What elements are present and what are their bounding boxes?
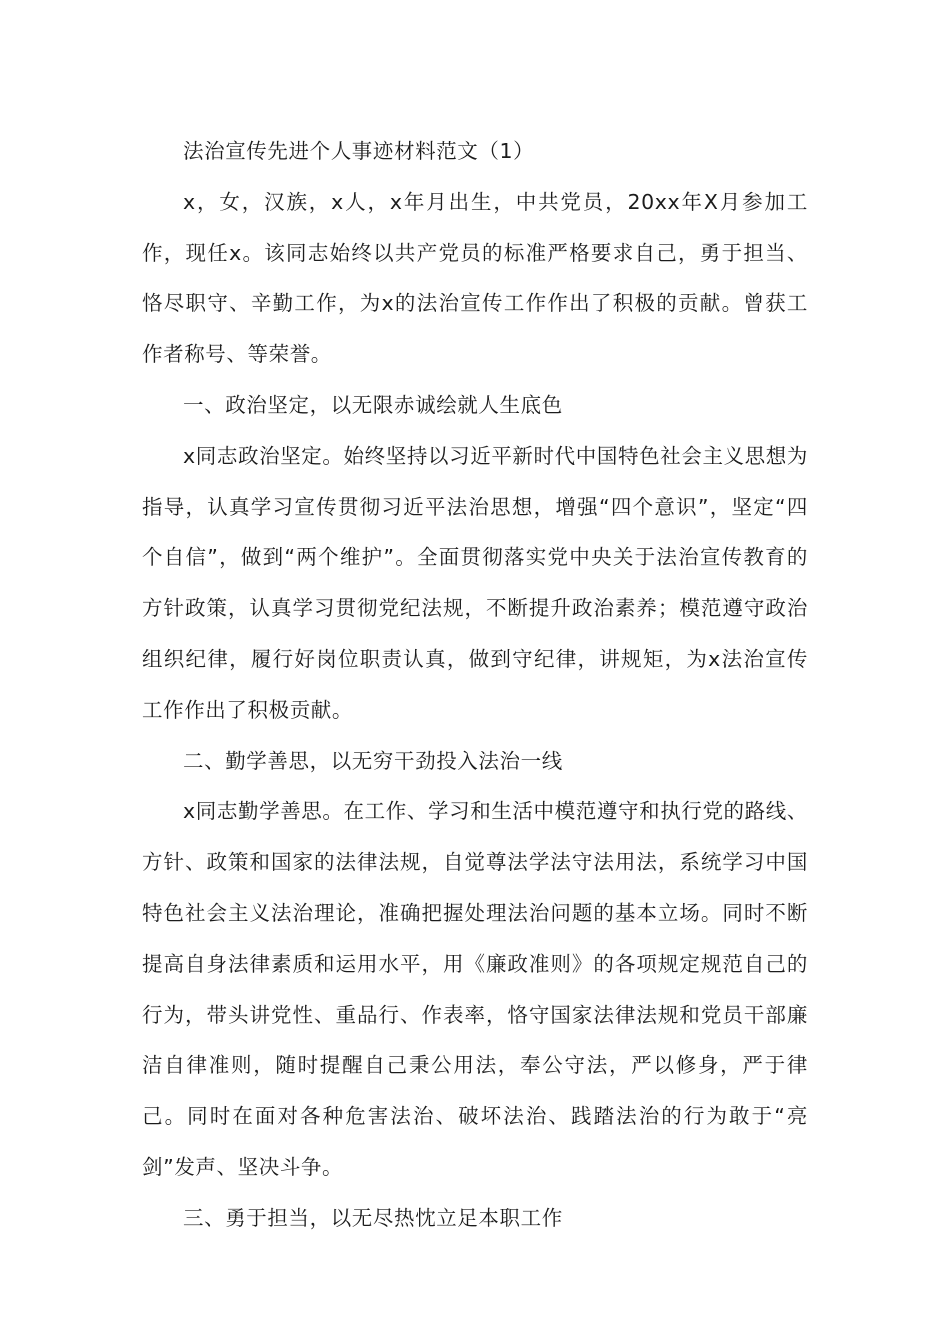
section-paragraph-2: x同志勤学善思。在工作、学习和生活中模范遵守和执行党的路线、方针、政策和国家的法律法规，自觉尊法学法守法用法，系统学习中国特色社会主义法治理论，准确把握处理法治问题的基本立场。同时不断提高自身法律素质和运用水平，用《廉政准则》的各项规定规范自己的行为，带头讲党性、重品行、作表率，恪守国家法律法规和党员干部廉洁自律准则，随时提醒自己秉公用法，奉公守法，严以修身，严于律己。同时在面对各种危害法治、破坏法治、践踏法治的行为敢于“亮剑”发声、坚决斗争。 [142, 799, 808, 1179]
intro-paragraph: x，女，汉族，x人，x年月出生，中共党员，20xx年X月参加工作，现任x。该同志始终以共产党员的标准严格要求自己，勇于担当、恪尽职守、辛勤工作，为x的法治宣传工作作出了积极的贡献。曾获工作者称号、等荣誉。 [142, 189, 808, 367]
section-heading-1: 一、政治坚定，以无限赤诚绘就人生底色 [183, 392, 563, 417]
document-body [142, 126, 808, 1244]
section-heading-2: 二、勤学善思，以无穷干劲投入法治一线 [183, 748, 563, 773]
document-title: 法治宣传先进个人事迹材料范文（1） [183, 139, 535, 163]
section-heading-3: 三、勇于担当，以无尽热忱立足本职工作 [183, 1205, 563, 1230]
section-paragraph-1: x同志政治坚定。始终坚持以习近平新时代中国特色社会主义思想为指导，认真学习宣传贯彻习近平法治思想，增强“四个意识”，坚定“四个自信”，做到“两个维护”。全面贯彻落实党中央关于法治宣传教育的方针政策，认真学习贯彻党纪法规，不断提升政治素养；模范遵守政治组织纪律，履行好岗位职责认真，做到守纪律，讲规矩，为x法治宣传工作作出了积极贡献。 [142, 443, 808, 722]
